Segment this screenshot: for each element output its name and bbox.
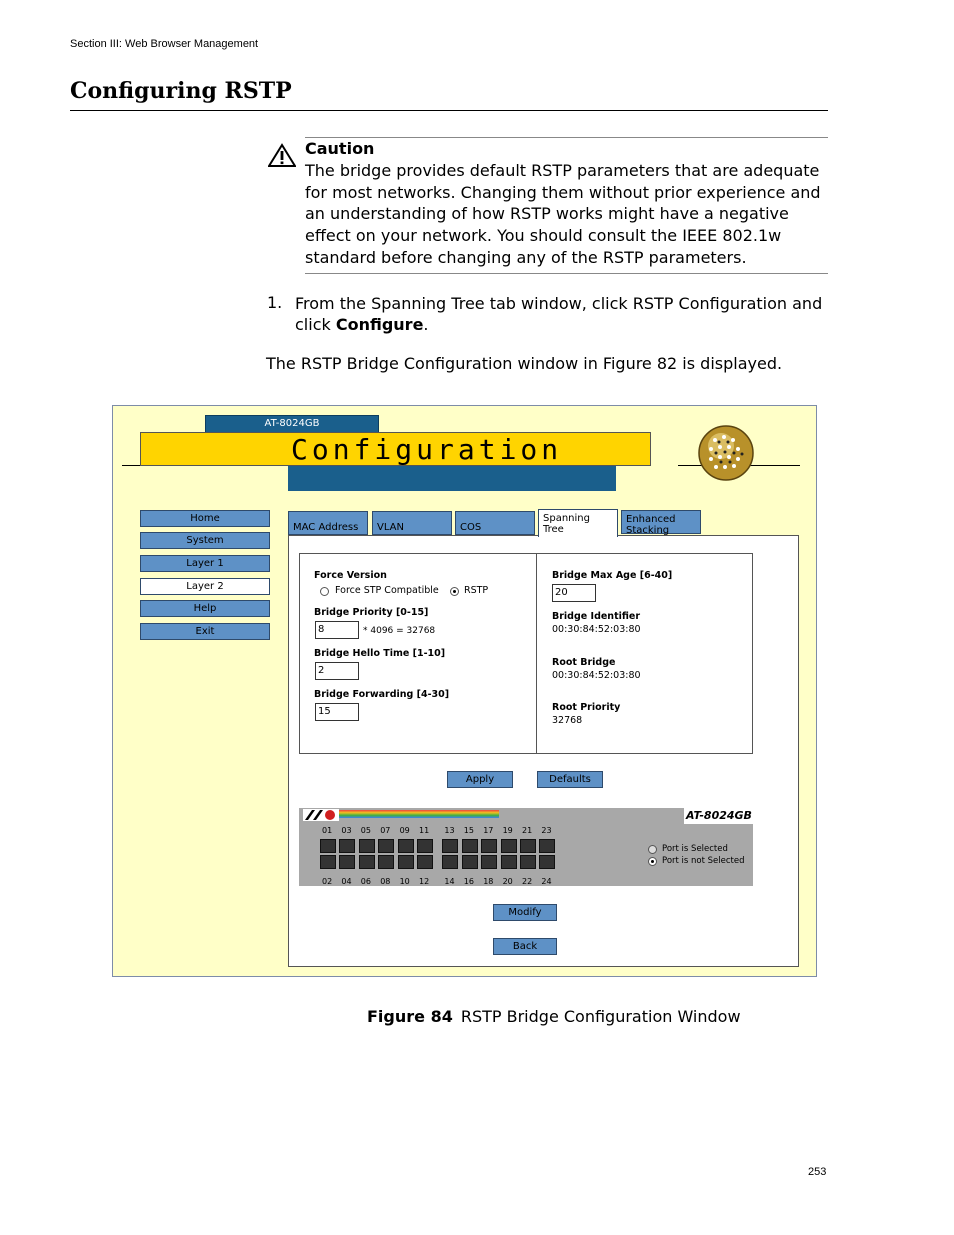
step-text xyxy=(295,293,825,335)
tab-label-line1: Spanning xyxy=(543,513,590,524)
back-button[interactable]: Back xyxy=(493,938,557,955)
step-text-main: From the Spanning Tree tab window, click RSTP Configuration and click xyxy=(295,294,823,334)
port-label-bottom: 06 xyxy=(360,877,371,886)
switch-port[interactable] xyxy=(462,839,478,853)
root-bridge-value: 00:30:84:52:03:80 xyxy=(552,670,641,681)
hello-time-input[interactable]: 2 xyxy=(315,662,359,680)
running-head: Section III: Web Browser Management xyxy=(70,38,259,50)
nav-system-button[interactable]: System xyxy=(140,532,270,549)
after-text: The RSTP Bridge Configuration window in Figure 82 is displayed. xyxy=(266,354,783,373)
port-label-top: 23 xyxy=(541,826,552,835)
page-number: 253 xyxy=(808,1166,827,1178)
legend-not-selected-label: Port is not Selected xyxy=(662,856,745,866)
figure-caption-text: RSTP Bridge Configuration Window xyxy=(460,1007,741,1026)
step-text-bold: Configure xyxy=(335,315,424,334)
switch-port[interactable] xyxy=(501,839,517,853)
switch-port[interactable] xyxy=(320,855,336,869)
bridge-identifier-label: Bridge Identifier xyxy=(552,611,641,622)
configuration-banner: Configuration xyxy=(140,432,651,466)
switch-port[interactable] xyxy=(442,839,458,853)
max-age-input[interactable]: 20 xyxy=(552,584,596,602)
bridge-priority-input[interactable]: 8 xyxy=(315,621,359,639)
switch-port[interactable] xyxy=(442,855,458,869)
warning-icon xyxy=(268,143,296,167)
figure-label: Figure 84 xyxy=(367,1007,453,1026)
bridge-identifier-value: 00:30:84:52:03:80 xyxy=(552,624,641,635)
switch-stripe xyxy=(333,810,499,818)
switch-port[interactable] xyxy=(359,855,375,869)
banner-line-left xyxy=(122,465,140,466)
tab-cos[interactable] xyxy=(455,511,535,535)
port-label-top: 19 xyxy=(502,826,513,835)
port-label-top: 09 xyxy=(399,826,410,835)
page-title: Configuring RSTP xyxy=(70,78,292,104)
port-label-bottom: 08 xyxy=(380,877,391,886)
port-label-bottom: 18 xyxy=(483,877,494,886)
port-label-bottom: 22 xyxy=(522,877,533,886)
column-divider xyxy=(536,553,537,754)
tab-spanning-tree[interactable] xyxy=(538,509,618,537)
port-label-bottom: 20 xyxy=(502,877,513,886)
tab-label-line2: Stacking xyxy=(626,525,670,536)
switch-port[interactable] xyxy=(520,839,536,853)
tab-mac-address[interactable] xyxy=(288,511,368,535)
switch-port[interactable] xyxy=(320,839,336,853)
switch-port[interactable] xyxy=(501,855,517,869)
port-label-top: 17 xyxy=(483,826,494,835)
step-number: 1. xyxy=(267,293,283,312)
root-bridge-label: Root Bridge xyxy=(552,657,616,668)
tab-label: MAC Address xyxy=(293,522,359,533)
switch-port[interactable] xyxy=(539,855,555,869)
rstp-label: RSTP xyxy=(464,585,489,596)
switch-port[interactable] xyxy=(339,855,355,869)
legend-selected-label: Port is Selected xyxy=(662,844,728,854)
force-stp-radio[interactable] xyxy=(320,587,329,596)
port-label-bottom: 24 xyxy=(541,877,552,886)
root-priority-value: 32768 xyxy=(552,715,583,726)
port-label-bottom: 14 xyxy=(444,877,455,886)
max-age-label: Bridge Max Age [6-40] xyxy=(552,570,673,581)
hello-time-label: Bridge Hello Time [1-10] xyxy=(314,648,446,659)
legend-selected-radio xyxy=(648,845,657,854)
tab-label: VLAN xyxy=(377,522,404,533)
title-rule xyxy=(70,110,828,111)
switch-model-label: AT-8024GB xyxy=(686,809,752,822)
port-label-bottom: 10 xyxy=(399,877,410,886)
tab-enhanced-stacking[interactable] xyxy=(621,510,701,534)
tab-vlan[interactable] xyxy=(372,511,452,535)
priority-note: * 4096 = 32768 xyxy=(363,626,436,636)
port-label-top: 05 xyxy=(360,826,371,835)
switch-port[interactable] xyxy=(398,855,414,869)
switch-port[interactable] xyxy=(417,839,433,853)
switch-port[interactable] xyxy=(417,855,433,869)
rstp-config-screenshot xyxy=(112,405,817,977)
nav-exit-button[interactable]: Exit xyxy=(140,623,270,640)
rstp-radio[interactable] xyxy=(450,587,459,596)
tab-label-line2: Tree xyxy=(543,524,564,535)
force-stp-label: Force STP Compatible xyxy=(335,585,439,596)
root-priority-label: Root Priority xyxy=(552,702,621,713)
switch-port[interactable] xyxy=(539,839,555,853)
nav-home-button[interactable]: Home xyxy=(140,510,270,527)
figure-caption xyxy=(367,1007,741,1026)
switch-port[interactable] xyxy=(359,839,375,853)
switch-port[interactable] xyxy=(378,839,394,853)
port-label-bottom: 16 xyxy=(463,877,474,886)
port-label-bottom: 02 xyxy=(322,877,333,886)
port-label-top: 21 xyxy=(522,826,533,835)
switch-port[interactable] xyxy=(378,855,394,869)
port-label-top: 11 xyxy=(419,826,430,835)
switch-port[interactable] xyxy=(481,839,497,853)
switch-port[interactable] xyxy=(481,855,497,869)
port-label-top: 07 xyxy=(380,826,391,835)
globe-logo-icon xyxy=(697,424,755,482)
defaults-button[interactable]: Defaults xyxy=(537,771,603,788)
port-label-top: 01 xyxy=(322,826,333,835)
apply-button[interactable]: Apply xyxy=(447,771,513,788)
legend-not-selected-radio xyxy=(648,857,657,866)
allied-telesyn-logo-icon xyxy=(303,809,339,821)
caution-heading: Caution xyxy=(305,139,375,158)
switch-port[interactable] xyxy=(398,839,414,853)
switch-port[interactable] xyxy=(339,839,355,853)
switch-port[interactable] xyxy=(520,855,536,869)
step-text-end: . xyxy=(423,315,429,334)
port-label-top: 13 xyxy=(444,826,455,835)
nav-help-button[interactable]: Help xyxy=(140,600,270,617)
caution-text: The bridge provides default RSTP parameters that are adequate for most networks. Changing them without prior experience and an understanding of how RSTP works might have a negative effect on your network. You should consult the IEEE 802.1w standard before changing any of the RSTP parameters. xyxy=(305,161,821,267)
device-tab[interactable]: AT-8024GB xyxy=(205,415,379,433)
switch-port[interactable] xyxy=(462,855,478,869)
bridge-priority-label: Bridge Priority [0-15] xyxy=(314,607,429,618)
forwarding-input[interactable]: 15 xyxy=(315,703,359,721)
nav-layer1-button[interactable]: Layer 1 xyxy=(140,555,270,572)
nav-layer2-button[interactable]: Layer 2 xyxy=(140,578,270,595)
port-label-bottom: 12 xyxy=(419,877,430,886)
port-label-top: 03 xyxy=(341,826,352,835)
port-label-top: 15 xyxy=(463,826,474,835)
tab-label-line1: Enhanced xyxy=(626,514,676,525)
forwarding-label: Bridge Forwarding [4-30] xyxy=(314,689,450,700)
port-label-bottom: 04 xyxy=(341,877,352,886)
sub-banner xyxy=(288,466,616,491)
force-version-label: Force Version xyxy=(314,570,387,581)
modify-button[interactable]: Modify xyxy=(493,904,557,921)
tab-label: COS xyxy=(460,522,482,533)
